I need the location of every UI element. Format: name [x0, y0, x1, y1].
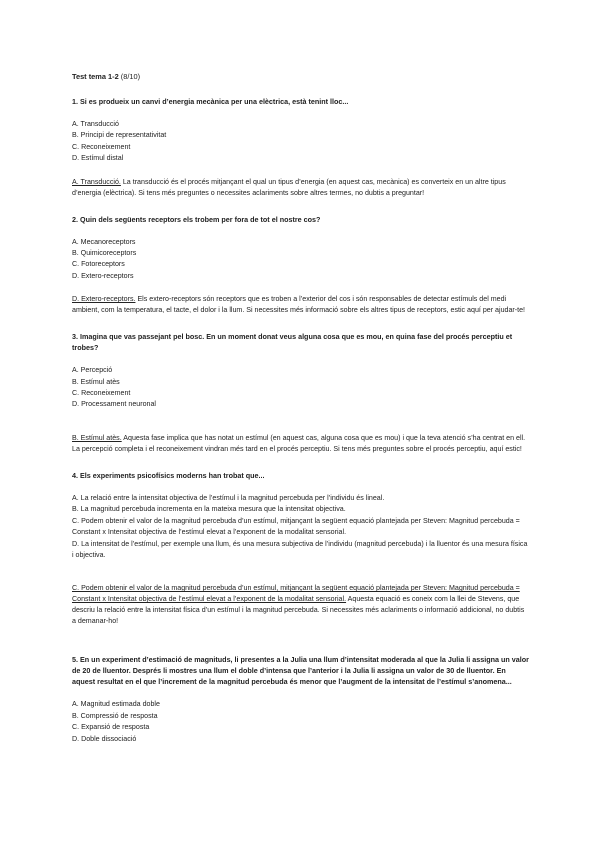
option-4b: B. La magnitud percebuda incrementa en la mateixa mesura que la intensitat objectiva. [72, 505, 346, 514]
answer-2 [72, 294, 530, 316]
answer-4-text: Aquesta equació es coneix com la llei de Stevens, que descriu la relació entre la intensitat física d’un estímul i la magnitud percebuda. Si necessites més aclariments o informació addicional, no dubtis a demanar-ho! [72, 595, 525, 626]
option-3c: C. Reconeixement [72, 389, 131, 398]
answer-3-label: B. Estímul atès. [72, 433, 122, 442]
question-2: 2. Quin dels següents receptors els trobem per fora de tot el nostre cos? [72, 214, 321, 224]
answer-2-text: Els extero-receptors són receptors que es troben a l’exterior del cos i són responsables de detectar estímuls del medi ambient, com la temperatura, el tacte, el dolor i la llum. Si necessites més informació sobre els altres tipus de receptors, estic aquí per ajudar-te! [72, 295, 526, 315]
option-4a: A. La relació entre la intensitat objectiva de l’estímul i la magnitud percebuda per l’individu és lineal. [72, 493, 385, 502]
option-3b: B. Estímul atès [72, 377, 120, 386]
options-3 [72, 365, 530, 411]
option-1c: C. Reconeixement [72, 142, 131, 151]
question-1: 1. Si es produeix un canvi d’energia mecànica per una elèctrica, està tenint lloc... [72, 97, 349, 106]
option-5a: A. Magnitud estimada doble [72, 700, 160, 709]
document-page [72, 72, 530, 757]
question-5: 5. En un experiment d’estimació de magnituds, li presentes a la Julia una llum d’intensitat moderada al que la Julia li assigna un valor de 20 de lluentor. Després li mostres una llum el doble d’intensa que l’anterior i la Julia li assigna un valor de 30 de lluentor. En aquest resultat en el que l’increment de la magnitud percebuda és menor que l’augment de la intensitat de l’estímul s’anomena... [72, 655, 529, 687]
option-1d: D. Estímul distal [72, 154, 124, 163]
option-5d: D. Doble dissociació [72, 734, 137, 743]
option-3d: D. Processament neuronal [72, 400, 156, 409]
option-1a: A. Transducció [72, 120, 119, 128]
option-2c: C. Fotoreceptors [72, 260, 125, 269]
answer-2-label: D. Extero-receptors. [72, 295, 136, 304]
option-4c: C. Podem obtenir el valor de la magnitud percebuda d’un estímul, mitjançant la següent equació plantejada per Steven: Magnitud percebuda = Constant x Intensitat objectiva de l’estímul elevat a l’exponent de la modalitat sensorial. [72, 516, 520, 537]
answer-1-text: La transducció és el procés mitjançant el qual un tipus d’energia (en aquest cas, mecànica) es converteix en un altre tipus d’energia (elèctrica). Si tens més preguntes o necessites aclariments sobre altres termes, no dubtis a preguntar! [72, 177, 506, 197]
option-5b: B. Compressió de resposta [72, 711, 158, 720]
options-2 [72, 237, 530, 283]
options-4 [72, 493, 530, 561]
answer-3 [72, 433, 530, 455]
question-3: 3. Imagina que vas passejant pel bosc. En un moment donat veus alguna cosa que es mou, en quina fase del procés perceptiu et trobes? [72, 332, 513, 353]
question-4: 4. Els experiments psicofísics moderns han trobat que... [72, 470, 265, 480]
answer-3-text: Aquesta fase implica que has notat un estímul (en aquest cas, alguna cosa que es mou) i que la teva atenció s’ha centrat en ell. La percepció completa i el reconeixement vindran més tard en el procés perceptiu. Si tens més preguntes sobre el procés perceptiu, aquí estic! [72, 433, 526, 453]
answer-1-label: A. Transducció. [72, 177, 121, 186]
answer-1 [72, 177, 530, 199]
answer-4-label: C. Podem obtenir el valor de la magnitud percebuda d’un estímul, mitjançant la següent equació plantejada per Steven: Magnitud percebuda = Constant x Intensitat objectiva de l’estímul elevat a l’exponent de la modalitat sensorial. [72, 584, 520, 604]
option-2b: B. Quimicoreceptors [72, 249, 137, 258]
answer-4 [72, 583, 530, 627]
option-3a: A. Percepció [72, 366, 113, 375]
option-5c: C. Expansió de resposta [72, 723, 150, 732]
option-1b: B. Principi de representativitat [72, 131, 167, 140]
options-1 [72, 119, 530, 165]
option-2d: D. Extero-receptors [72, 271, 134, 280]
title-score: (8/10) [120, 72, 141, 81]
title-main: Test tema 1-2 [72, 72, 119, 81]
option-4d: D. La intensitat de l’estímul, per exemple una llum, és una mesura subjectiva de l’individu (magnitud percebuda) i la lluentor és una mesura física i objectiva. [72, 539, 528, 559]
document-title [72, 72, 530, 82]
options-5 [72, 699, 530, 745]
option-2a: A. Mecanoreceptors [72, 237, 136, 246]
